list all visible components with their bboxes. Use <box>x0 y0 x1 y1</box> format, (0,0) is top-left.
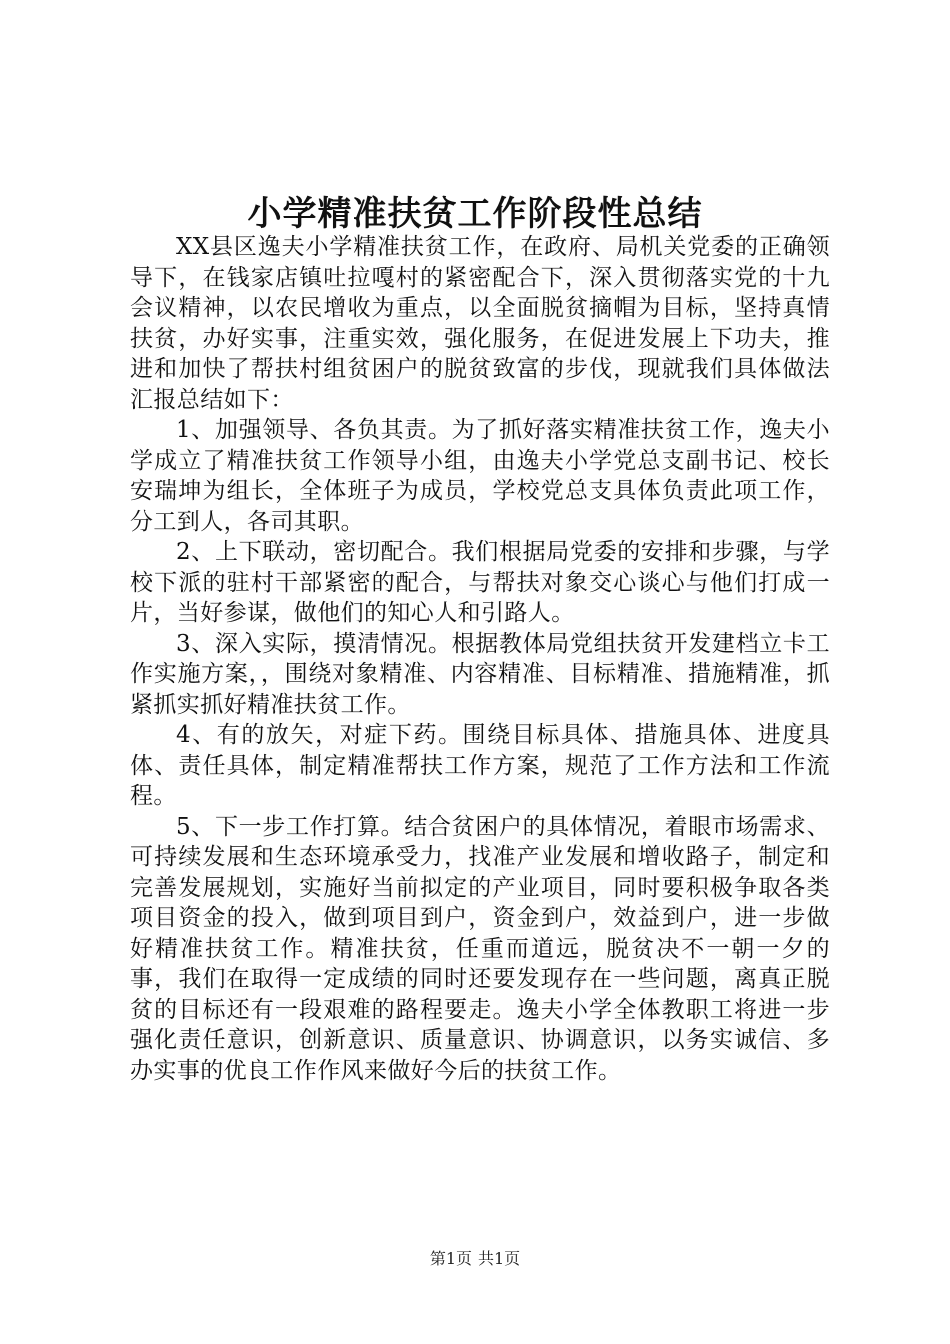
section-2-paragraph: 2、上下联动，密切配合。我们根据局党委的安排和步骤，与学校下派的驻村干部紧密的配合，与帮扶对象交心谈心与他们打成一片，当好参谋，做他们的知心人和引路人。 <box>130 539 830 626</box>
document-title: 小学精准扶贫工作阶段性总结 <box>247 194 703 234</box>
page-total: 共1页 <box>478 1249 521 1268</box>
section-1-paragraph: 1、加强领导、各负其责。为了抓好落实精准扶贫工作，逸夫小学成立了精准扶贫工作领导小组，由逸夫小学党总支副书记、校长安瑞坤为组长，全体班子为成员，学校党总支具体负责此项工作，分工到人，各司其职。 <box>130 417 830 535</box>
section-3-paragraph: 3、深入实际，摸清情况。根据教体局党组扶贫开发建档立卡工作实施方案，，围绕对象精准、内容精准、目标精准、措施精准，抓紧抓实抓好精准扶贫工作。 <box>130 630 830 718</box>
page-footer <box>0 1246 950 1269</box>
section-5-paragraph: 5、下一步工作打算。结合贫困户的具体情况，着眼市场需求、可持续发展和生态环境承受力，找准产业发展和增收路子，制定和完善发展规划，实施好当前拟定的产业项目，同时要积极争取各类项目资金的投入，做到项目到户，资金到户，效益到户，进一步做好精准扶贫工作。精准扶贫，任重而道远，脱贫决不一朝一夕的事，我们在取得一定成绩的同时还要发现存在一些问题，离真正脱贫的目标还有一段艰难的路程要走。逸夫小学全体教职工将进一步强化责任意识，创新意识、质量意识、协调意识，以务实诚信、多办实事的优良工作作风来做好今后的扶贫工作。 <box>130 813 830 1084</box>
document-body <box>130 232 830 1086</box>
intro-paragraph: XX县区逸夫小学精准扶贫工作，在政府、局机关党委的正确领导下，在钱家店镇吐拉嘎村的紧密配合下，深入贯彻落实党的十九会议精神，以农民增收为重点，以全面脱贫摘帽为目标，坚持真情扶贫，办好实事，注重实效，强化服务，在促进发展上下功夫，推进和加快了帮扶村组贫困户的脱贫致富的步伐，现就我们具体做法汇报总结如下： <box>130 234 830 413</box>
page-number: 第1页 <box>429 1249 472 1268</box>
section-4-paragraph: 4、有的放矢，对症下药。围绕目标具体、措施具体、进度具体、责任具体，制定精准帮扶工作方案，规范了工作方法和工作流程。 <box>130 722 830 809</box>
